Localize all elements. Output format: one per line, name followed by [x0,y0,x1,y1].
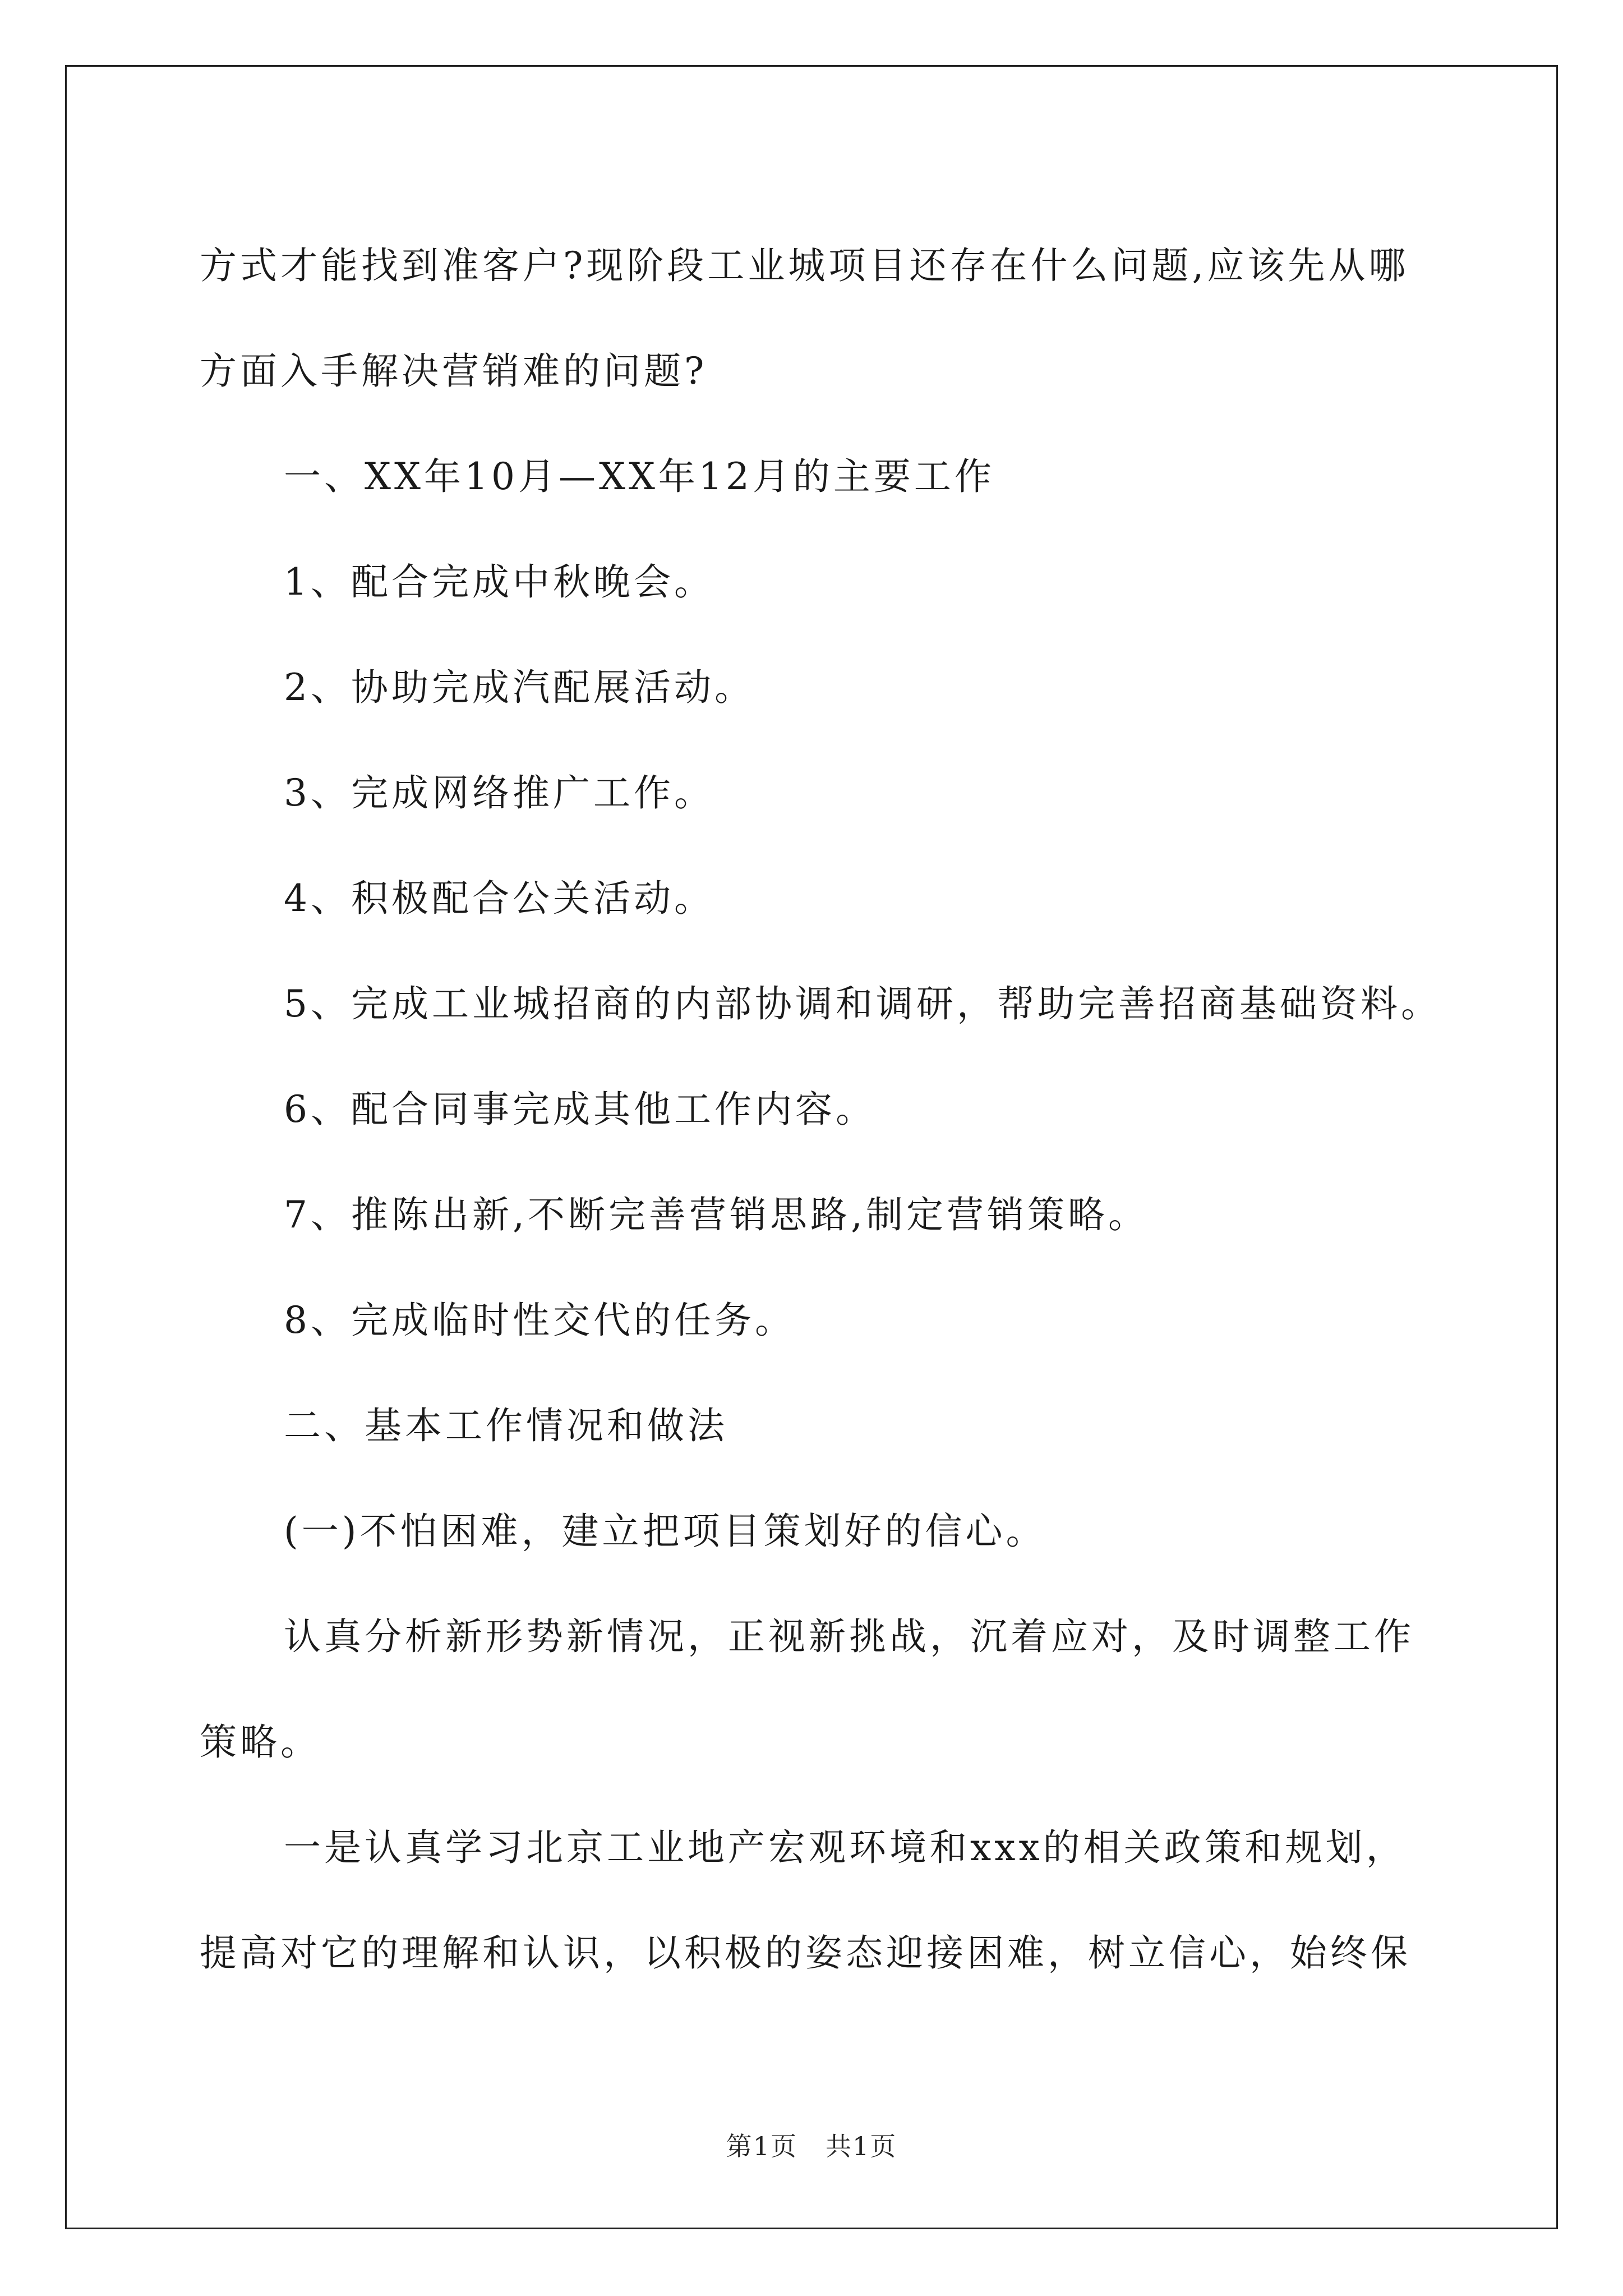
list-item: 8、完成临时性交代的任务。 [284,1299,795,1342]
document-body [200,213,1461,2006]
paragraph-line: 认真分析新形势新情况，正视新挑战，沉着应对，及时调整工作 [284,1615,1414,1658]
page-footer [0,2126,1623,2163]
subsection-heading: (一)不怕困难，建立把项目策划好的信心。 [284,1510,1046,1553]
list-item: 1、配合完成中秋晚会。 [284,560,714,604]
list-item: 4、积极配合公关活动。 [284,877,714,920]
paragraph-line: 一是认真学习北京工业地产宏观环境和xxx的相关政策和规划， [284,1826,1407,1869]
paragraph-line: 策略。 [200,1720,321,1764]
paragraph-line: 提高对它的理解和认识，以积极的姿态迎接困难，树立信心，始终保 [200,1931,1411,1975]
list-item: 7、推陈出新,不断完善营销思路,制定营销策略。 [284,1193,1149,1236]
list-item: 6、配合同事完成其他工作内容。 [284,1088,876,1131]
list-item: 5、完成工业城招商的内部协调和调研，帮助完善招商基础资料。 [284,982,1441,1025]
paragraph-line: 方面入手解决营销难的问题? [200,349,708,393]
page-total: 共1页 [826,2131,897,2161]
paragraph-line: 方式才能找到准客户?现阶段工业城项目还存在什么问题,应该先从哪 [200,244,1409,287]
list-item: 3、完成网络推广工作。 [284,771,714,815]
page-number: 第1页 [726,2131,797,2161]
list-item: 2、协助完成汽配展活动。 [284,666,755,709]
section-heading: 二、基本工作情况和做法 [284,1404,728,1447]
section-heading: 一、XX年10月—XX年12月的主要工作 [284,455,995,498]
